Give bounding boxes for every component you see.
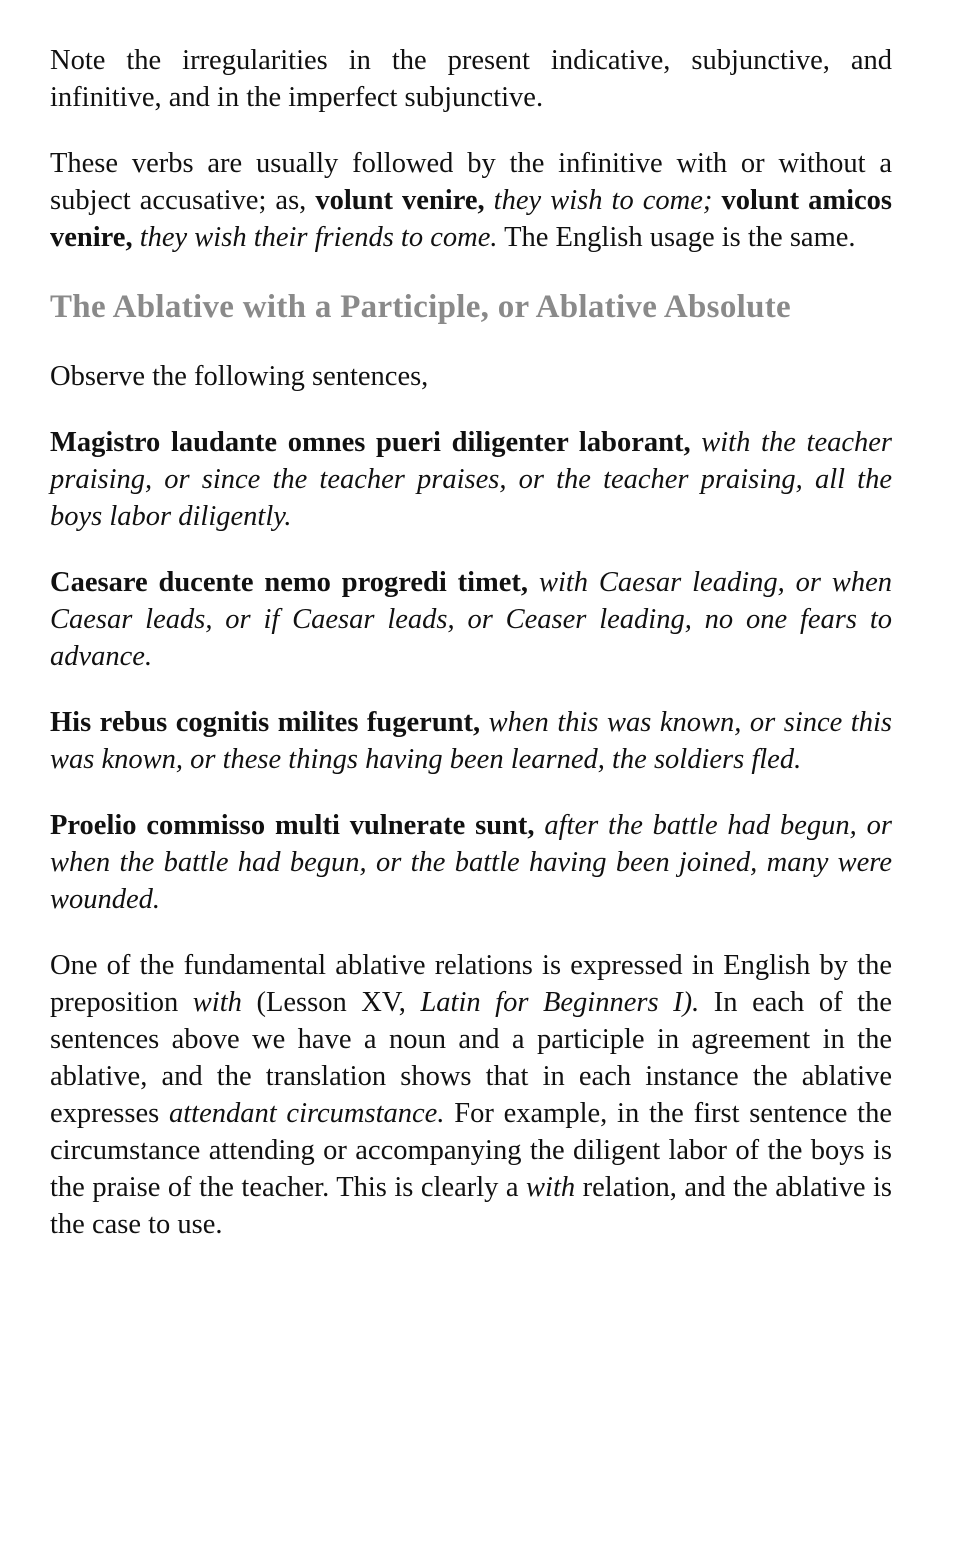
- example-sentence-4: [50, 807, 892, 918]
- closing-italic-book-title: Latin for Beginners I).: [420, 987, 700, 1018]
- english-gloss-2: they wish their friends to come.: [132, 222, 498, 253]
- english-gloss-1: they wish to come;: [484, 185, 713, 216]
- closing-paragraph: [50, 947, 892, 1243]
- document-page: [50, 42, 892, 1272]
- example-translation: after the battle had begun, or when the battle had begun, or the battle having been joined, many were wounded.: [50, 810, 892, 915]
- latin-phrase-2: volunt amicos venire,: [50, 185, 893, 253]
- intro-paragraph-1: Note the irregularities in the present indicative, subjunctive, and infinitive, and in the imperfect subjunctive.: [50, 45, 892, 113]
- closing-italic-with-1: with: [192, 987, 242, 1018]
- example-latin: Caesare ducente nemo progredi timet,: [50, 567, 529, 598]
- para2-text-1: These verbs are usually followed by the infinitive with or without a subject accusative; as,: [50, 148, 892, 216]
- closing-italic-with-2: with: [526, 1172, 576, 1203]
- closing-text-2: (Lesson XV,: [241, 987, 421, 1018]
- example-latin: Magistro laudante omnes pueri diligenter laborant,: [50, 427, 691, 458]
- section-lead: Observe the following sentences,: [50, 361, 429, 392]
- intro-paragraph-2: [50, 145, 892, 256]
- example-latin: His rebus cognitis milites fugerunt,: [50, 707, 481, 738]
- example-sentence-2: [50, 564, 892, 675]
- example-sentence-1: [50, 424, 892, 535]
- closing-text-5: relation, and the ablative is the case to use.: [50, 1172, 892, 1240]
- closing-text-3: In each of the sentences above we have a noun and a participle in agreement in the ablative, and the translation shows that in each instance the ablative expresses: [50, 987, 892, 1129]
- example-translation: with the teacher praising, or since the teacher praises, or the teacher praising, all the boys labor diligently.: [50, 427, 892, 532]
- latin-phrase-1: volunt venire,: [315, 185, 485, 216]
- closing-italic-attendant: attendant circumstance.: [169, 1098, 445, 1129]
- example-sentence-3: [50, 704, 892, 778]
- example-translation: with Caesar leading, or when Caesar leads, or if Caesar leads, or Ceaser leading, no one fears to advance.: [50, 567, 892, 672]
- section-heading: The Ablative with a Participle, or Ablative Absolute: [50, 289, 791, 325]
- closing-text-1: One of the fundamental ablative relations is expressed in English by the preposition: [50, 950, 892, 1018]
- closing-text-4: For example, in the first sentence the circumstance attending or accompanying the diligent labor of the boys is the praise of the teacher. This is clearly a: [50, 1098, 892, 1203]
- example-translation: when this was known, or since this was known, or these things having been learned, the soldiers fled.: [50, 707, 892, 775]
- example-latin: Proelio commisso multi vulnerate sunt,: [50, 810, 535, 841]
- para2-text-2: The English usage is the same.: [497, 222, 856, 253]
